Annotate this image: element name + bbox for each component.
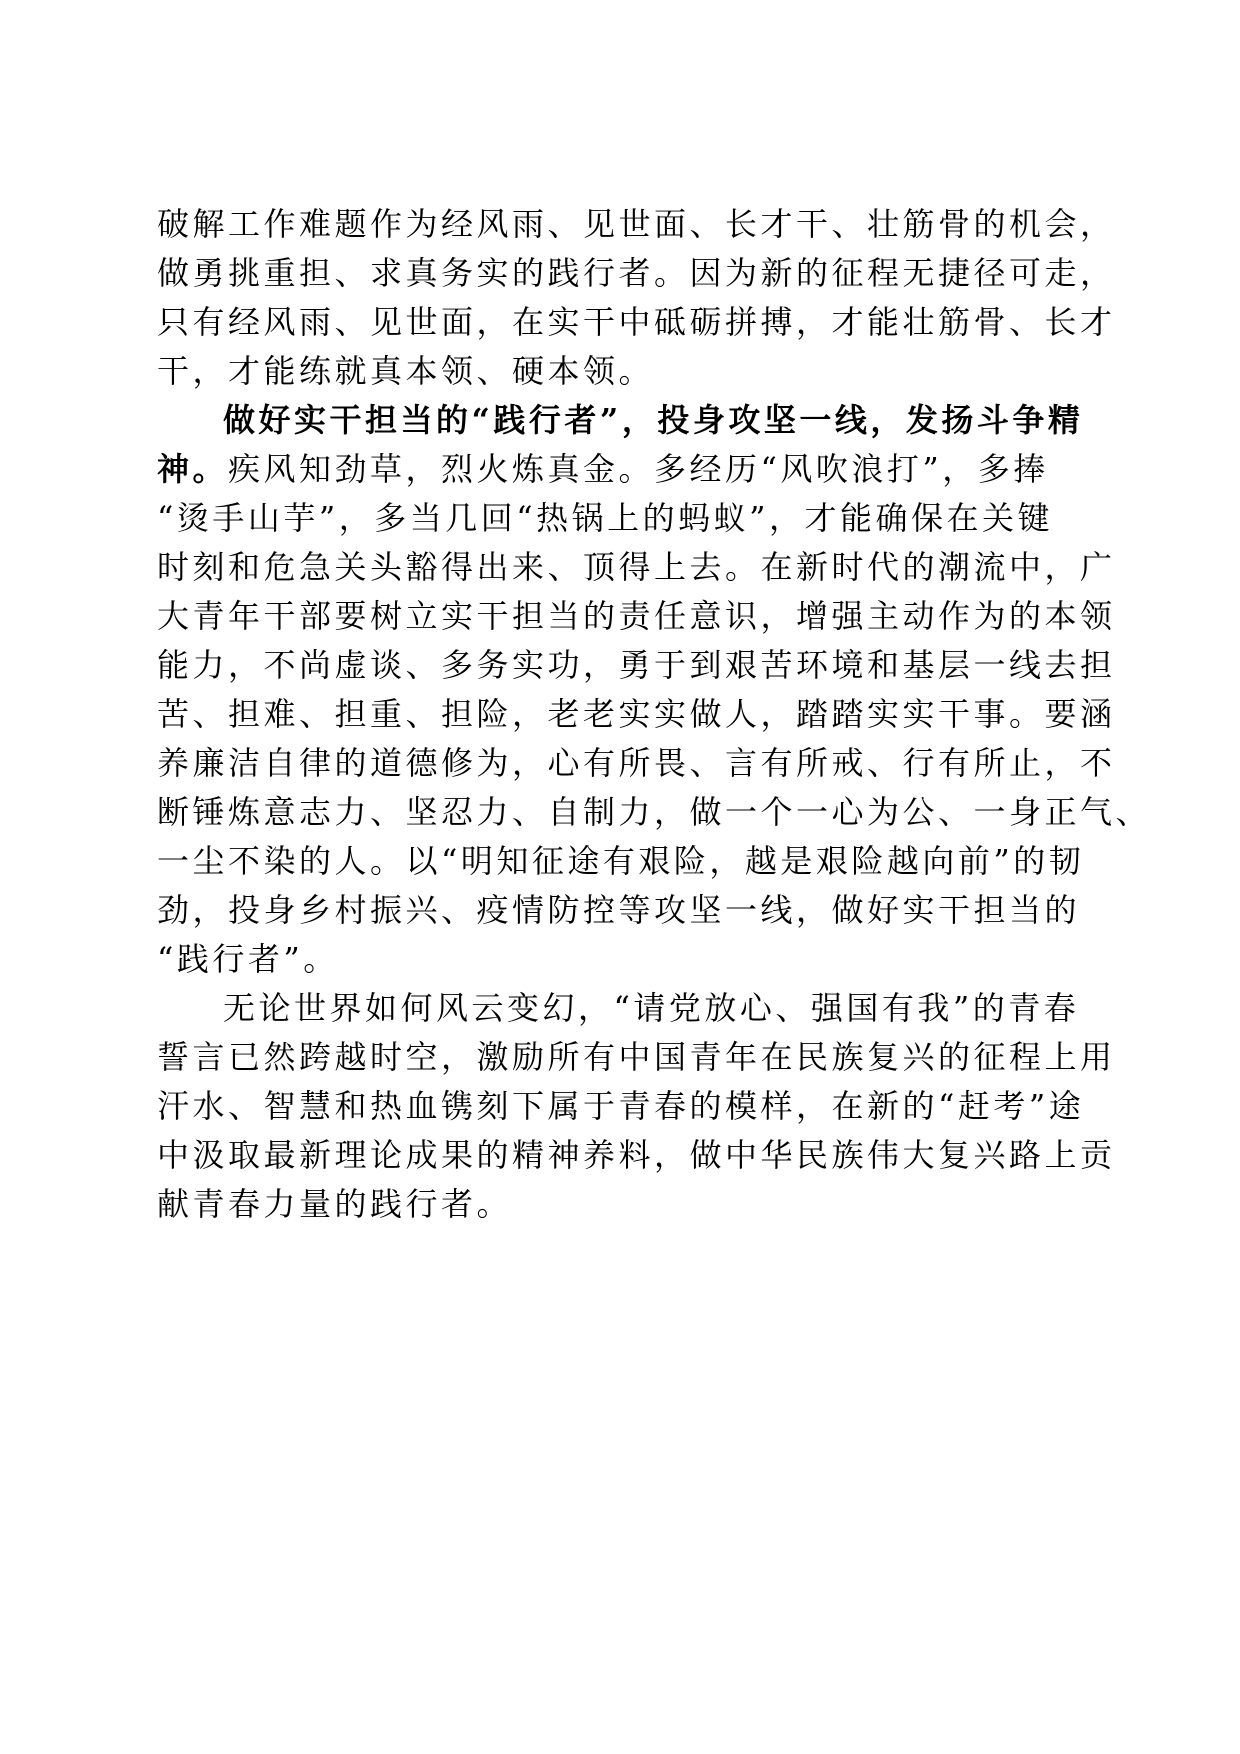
text-line: 只有经风雨、见世面，在实干中砥砺拼搏，才能壮筋骨、长才 (157, 303, 1116, 341)
text-line: 无论世界如何风云变幻，“请党放心、强国有我”的青春 (223, 989, 1080, 1027)
text-line: 一尘不染的人。以“明知征途有艰险，越是艰险越向前”的韧 (157, 842, 1085, 880)
text-line: 断锤炼意志力、坚忍力、自制力，做一个一心为公、一身正气、 (157, 793, 1152, 831)
text-run: 疾风知劲草，烈火炼真金。多经历“风吹浪打”，多捧 (228, 450, 1049, 488)
text-line: 誓言已然跨越时空，激励所有中国青年在民族复兴的征程上用 (157, 1038, 1116, 1076)
text-line: 时刻和危急关头豁得出来、顶得上去。在新时代的潮流中，广 (157, 548, 1116, 586)
section-heading: 做好实干担当的“践行者”，投身攻坚一线，发扬斗争精 (223, 401, 1084, 439)
paragraph-3 (157, 984, 1116, 1229)
text-line: “烫手山芋”，多当几回“热锅上的蚂蚁”，才能确保在关键 (157, 499, 1053, 537)
text-line (157, 445, 1087, 494)
text-line: 苦、担难、担重、担险，老老实实做人，踏踏实实干事。要涵 (157, 695, 1116, 733)
paragraph-2 (157, 396, 1152, 984)
document-body (157, 200, 1152, 1229)
text-line: 养廉洁自律的道德修为，心有所畏、言有所戒、行有所止，不 (157, 744, 1116, 782)
text-line: 能力，不尚虚谈、多务实功，勇于到艰苦环境和基层一线去担 (157, 646, 1116, 684)
text-line: “践行者”。 (157, 940, 339, 978)
paragraph-1 (157, 200, 1116, 396)
text-line: 做勇挑重担、求真务实的践行者。因为新的征程无捷径可走， (157, 254, 1116, 292)
section-heading-end: 神。 (157, 450, 229, 488)
text-line: 献青春力量的践行者。 (157, 1185, 513, 1223)
text-line: 劲，投身乡村振兴、疫情防控等攻坚一线，做好实干担当的 (157, 891, 1081, 929)
text-line: 汗水、智慧和热血镌刻下属于青春的模样，在新的“赶考”途 (157, 1087, 1085, 1125)
text-line: 中汲取最新理论成果的精神养料，做中华民族伟大复兴路上贡 (157, 1136, 1116, 1174)
text-line: 大青年干部要树立实干担当的责任意识，增强主动作为的本领 (157, 597, 1116, 635)
text-line: 干，才能练就真本领、硬本领。 (157, 352, 655, 390)
text-line: 破解工作难题作为经风雨、见世面、长才干、壮筋骨的机会， (157, 205, 1116, 243)
